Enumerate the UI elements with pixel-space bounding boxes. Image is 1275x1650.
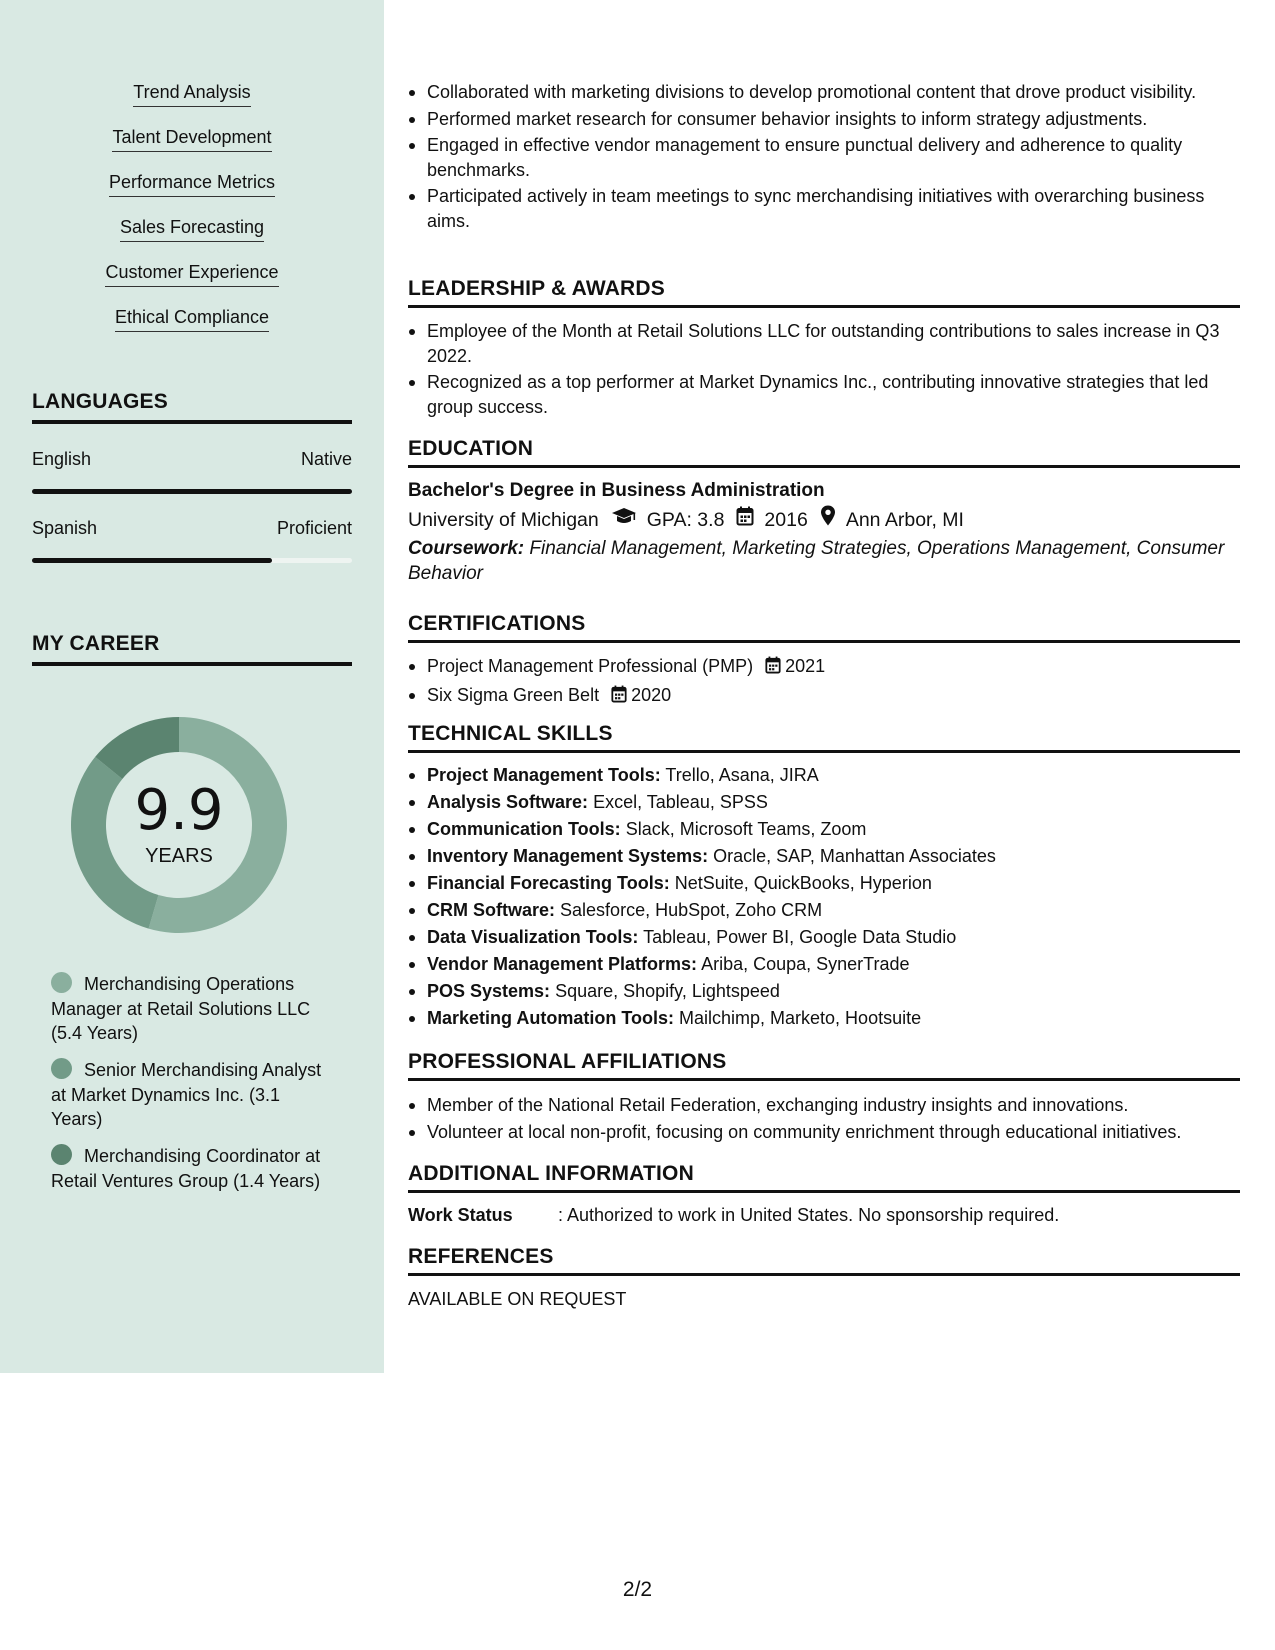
career-item-text: Merchandising Coordinator at Retail Ventures Group (1.4 Years) — [51, 1146, 321, 1191]
skill-value: Salesforce, HubSpot, Zoho CRM — [560, 900, 823, 920]
school-name: University of Michigan — [408, 509, 599, 531]
certification-name: Project Management Professional (PMP) — [427, 656, 754, 676]
career-item-text: Senior Merchandising Analyst at Market Dynamics Inc. (3.1 Years) — [51, 1060, 322, 1129]
skill-value: Mailchimp, Marketo, Hootsuite — [679, 1008, 922, 1028]
technical-skills-section — [408, 763, 1240, 1033]
education-heading: EDUCATION — [408, 437, 1240, 468]
skill-label: POS Systems: — [427, 981, 551, 1001]
career-heading: MY CAREER — [32, 632, 352, 666]
certification-year: 2021 — [785, 656, 826, 676]
leadership-item: Employee of the Month at Retail Solutions LLC for outstanding contributions to sales increase in Q3 2022. — [408, 319, 1240, 368]
skill-value: Excel, Tableau, SPSS — [593, 792, 768, 812]
technical-skill-item — [408, 763, 1240, 788]
references-text: AVAILABLE ON REQUEST — [408, 1289, 627, 1309]
language-bar — [32, 558, 352, 563]
school-location: Ann Arbor, MI — [845, 509, 964, 531]
skill-label: Project Management Tools: — [427, 765, 661, 785]
experience-bullet: Participated actively in team meetings to sync merchandising initiatives with overarching business aims. — [408, 184, 1240, 233]
experience-bullet: Performed market research for consumer behavior insights to inform strategy adjustments. — [408, 107, 1240, 132]
experience-continued — [408, 80, 1240, 235]
work-status-value: : Authorized to work in United States. No sponsorship required. — [558, 1205, 1060, 1225]
skill-tag: Performance Metrics — [109, 170, 275, 197]
affiliation-item: Member of the National Retail Federation, exchanging industry insights and innovations. — [408, 1093, 1240, 1118]
certifications-section — [408, 654, 1240, 711]
coursework-list: Financial Management, Marketing Strategies, Operations Management, Consumer Behavior — [408, 538, 1225, 584]
career-item-text: Merchandising Operations Manager at Retail Solutions LLC (5.4 Years) — [51, 974, 311, 1043]
calendar-icon — [736, 505, 754, 535]
work-status — [408, 1203, 1240, 1227]
skill-value: Tableau, Power BI, Google Data Studio — [643, 927, 957, 947]
skill-label: Vendor Management Platforms: — [427, 954, 698, 974]
sidebar — [0, 0, 384, 1373]
skill-label: Analysis Software: — [427, 792, 589, 812]
certification-item — [408, 654, 1240, 681]
technical-skill-item — [408, 979, 1240, 1004]
affiliations-heading: PROFESSIONAL AFFILIATIONS — [408, 1050, 1240, 1081]
education-section — [408, 477, 1240, 586]
language-bar-fill — [32, 558, 272, 563]
work-status-label: Work Status — [408, 1205, 513, 1225]
calendar-icon — [765, 656, 781, 681]
skill-label: Inventory Management Systems: — [427, 846, 709, 866]
leadership-heading: LEADERSHIP & AWARDS — [408, 277, 1240, 308]
technical-skill-item — [408, 871, 1240, 896]
degree-title: Bachelor's Degree in Business Administration — [408, 480, 825, 501]
experience-bullet: Collaborated with marketing divisions to develop promotional content that drove product visibility. — [408, 80, 1240, 105]
technical-skill-item — [408, 790, 1240, 815]
language-spanish — [32, 518, 352, 563]
gpa: GPA: 3.8 — [646, 509, 725, 531]
career-item — [51, 1058, 331, 1132]
experience-bullet: Engaged in effective vendor management to ensure punctual delivery and adherence to quality benchmarks. — [408, 133, 1240, 182]
skill-tag: Talent Development — [112, 125, 271, 152]
skill-tag: Customer Experience — [105, 260, 278, 287]
graduation-cap-icon — [611, 505, 637, 535]
location-pin-icon — [820, 505, 836, 535]
leadership-section — [408, 319, 1240, 421]
skill-value: Trello, Asana, JIRA — [665, 765, 819, 785]
career-item — [51, 972, 331, 1046]
technical-skill-item — [408, 925, 1240, 950]
education-meta — [408, 505, 1240, 535]
skill-tag: Sales Forecasting — [120, 215, 264, 242]
skill-value: Slack, Microsoft Teams, Zoom — [625, 819, 867, 839]
career-dot-icon — [51, 1058, 72, 1079]
career-total-years: 9.9 — [134, 778, 224, 843]
skill-label: Data Visualization Tools: — [427, 927, 639, 947]
skill-value: Ariba, Coupa, SynerTrade — [701, 954, 910, 974]
leadership-item: Recognized as a top performer at Market Dynamics Inc., contributing innovative strategies that led group success. — [408, 370, 1240, 419]
certifications-heading: CERTIFICATIONS — [408, 612, 1240, 643]
technical-skills-heading: TECHNICAL SKILLS — [408, 722, 1240, 753]
skill-label: CRM Software: — [427, 900, 556, 920]
technical-skill-item — [408, 844, 1240, 869]
language-level: Proficient — [276, 518, 352, 538]
experience-bullets — [408, 80, 1240, 233]
additional-info-heading: ADDITIONAL INFORMATION — [408, 1162, 1240, 1193]
technical-skill-item — [408, 817, 1240, 842]
coursework — [408, 537, 1240, 586]
skill-label: Marketing Automation Tools: — [427, 1008, 674, 1028]
calendar-icon — [611, 685, 627, 710]
page-number: 2/2 — [622, 1578, 653, 1601]
graduation-year: 2016 — [764, 509, 808, 531]
skills-list — [32, 80, 352, 350]
career-dot-icon — [51, 1144, 72, 1165]
references-heading: REFERENCES — [408, 1245, 1240, 1276]
skill-value: Oracle, SAP, Manhattan Associates — [713, 846, 996, 866]
affiliations-section — [408, 1093, 1240, 1146]
skill-value: NetSuite, QuickBooks, Hyperion — [674, 873, 932, 893]
affiliation-item: Volunteer at local non-profit, focusing on community enrichment through educational initiatives. — [408, 1120, 1240, 1145]
career-item — [51, 1144, 331, 1193]
technical-skill-item — [408, 1006, 1240, 1031]
certification-item — [408, 683, 1240, 710]
career-unit: YEARS — [145, 845, 213, 867]
additional-info-section — [408, 1203, 1240, 1227]
languages-heading: LANGUAGES — [32, 390, 352, 424]
language-english — [32, 449, 352, 494]
technical-skill-item — [408, 898, 1240, 923]
technical-skill-item — [408, 952, 1240, 977]
skill-tag: Ethical Compliance — [115, 305, 269, 332]
certification-name: Six Sigma Green Belt — [427, 684, 600, 705]
language-name: English — [32, 449, 92, 469]
skill-label: Communication Tools: — [427, 819, 621, 839]
language-bar — [32, 489, 352, 494]
skill-value: Square, Shopify, Lightspeed — [555, 981, 780, 1001]
coursework-label: Coursework: — [408, 538, 525, 559]
skill-label: Financial Forecasting Tools: — [427, 873, 670, 893]
language-name: Spanish — [32, 518, 98, 538]
career-dot-icon — [51, 972, 72, 993]
certification-year: 2020 — [631, 684, 672, 705]
skill-tag: Trend Analysis — [133, 80, 250, 107]
language-bar-fill — [32, 489, 352, 494]
language-level: Native — [300, 449, 352, 469]
